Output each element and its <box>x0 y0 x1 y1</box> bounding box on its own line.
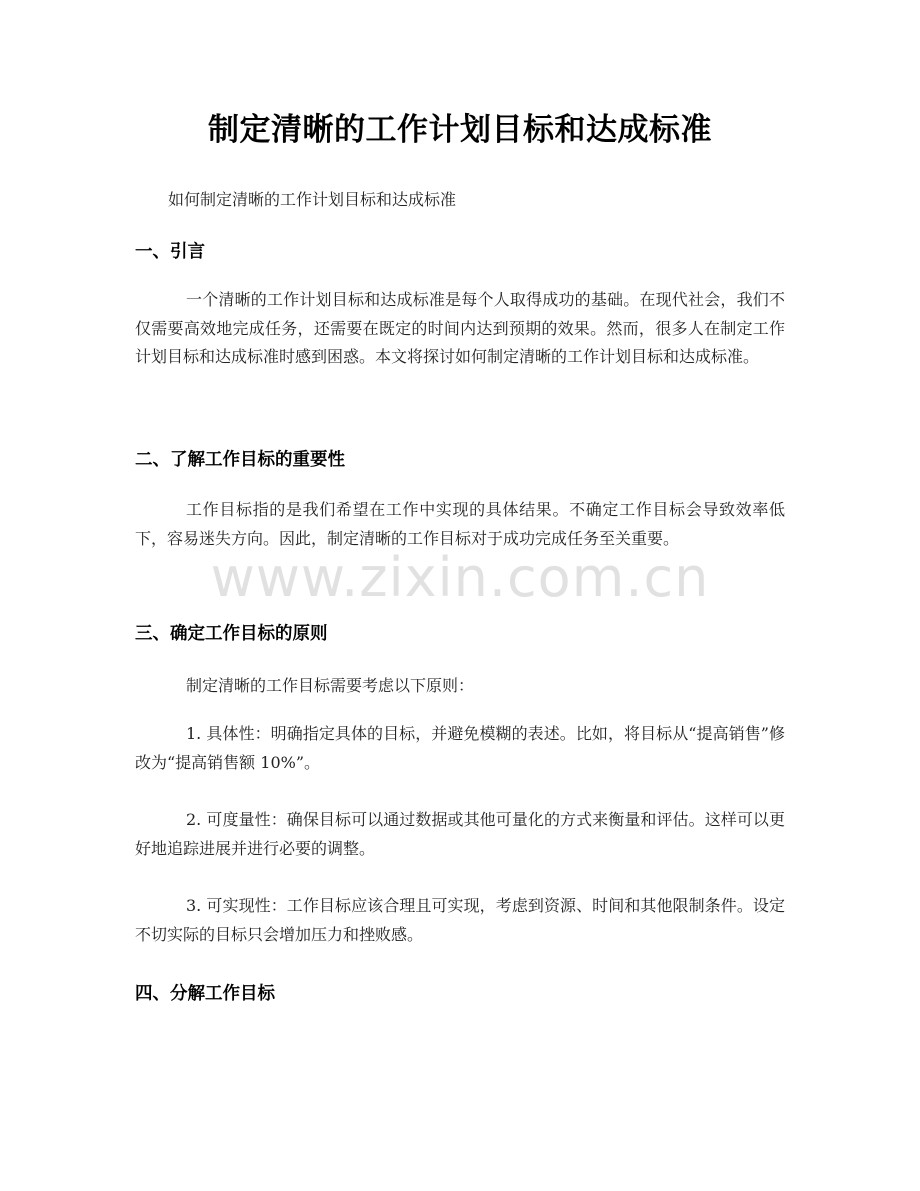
paragraph-importance: 工作目标指的是我们希望在工作中实现的具体结果。不确定工作目标会导致效率低下，容易迷失方向。因此，制定清晰的工作目标对于成功完成任务至关重要。 <box>135 500 785 548</box>
watermark: www.zixin.com.cn <box>210 546 710 609</box>
section-heading-introduction: 一、引言 <box>135 242 205 262</box>
paragraph-principle-achievable: 3. 可实现性：工作目标应该合理且可实现，考虑到资源、时间和其他限制条件。设定不切实际的目标只会增加压力和挫败感。 <box>135 896 785 944</box>
section-heading-importance: 二、了解工作目标的重要性 <box>135 450 345 470</box>
section-heading-breakdown: 四、分解工作目标 <box>135 984 275 1004</box>
section-heading-principles: 三、确定工作目标的原则 <box>135 624 328 644</box>
paragraph-principle-specific: 1. 具体性：明确指定具体的目标，并避免模糊的表述。比如，将目标从“提高销售”修改为“提高销售额 10%”。 <box>135 724 785 772</box>
document-subtitle: 如何制定清晰的工作计划目标和达成标准 <box>168 190 457 209</box>
paragraph-principle-measurable: 2. 可度量性：确保目标可以通过数据或其他可量化的方式来衡量和评估。这样可以更好地追踪进展并进行必要的调整。 <box>135 810 785 858</box>
document-title: 制定清晰的工作计划目标和达成标准 <box>208 112 712 148</box>
paragraph-principles-intro: 制定清晰的工作目标需要考虑以下原则： <box>186 676 475 695</box>
paragraph-introduction: 一个清晰的工作计划目标和达成标准是每个人取得成功的基础。在现代社会，我们不仅需要高效地完成任务，还需要在既定的时间内达到预期的效果。然而，很多人在制定工作计划目标和达成标准时感到困惑。本文将探讨如何制定清晰的工作计划目标和达成标准。 <box>135 290 785 366</box>
